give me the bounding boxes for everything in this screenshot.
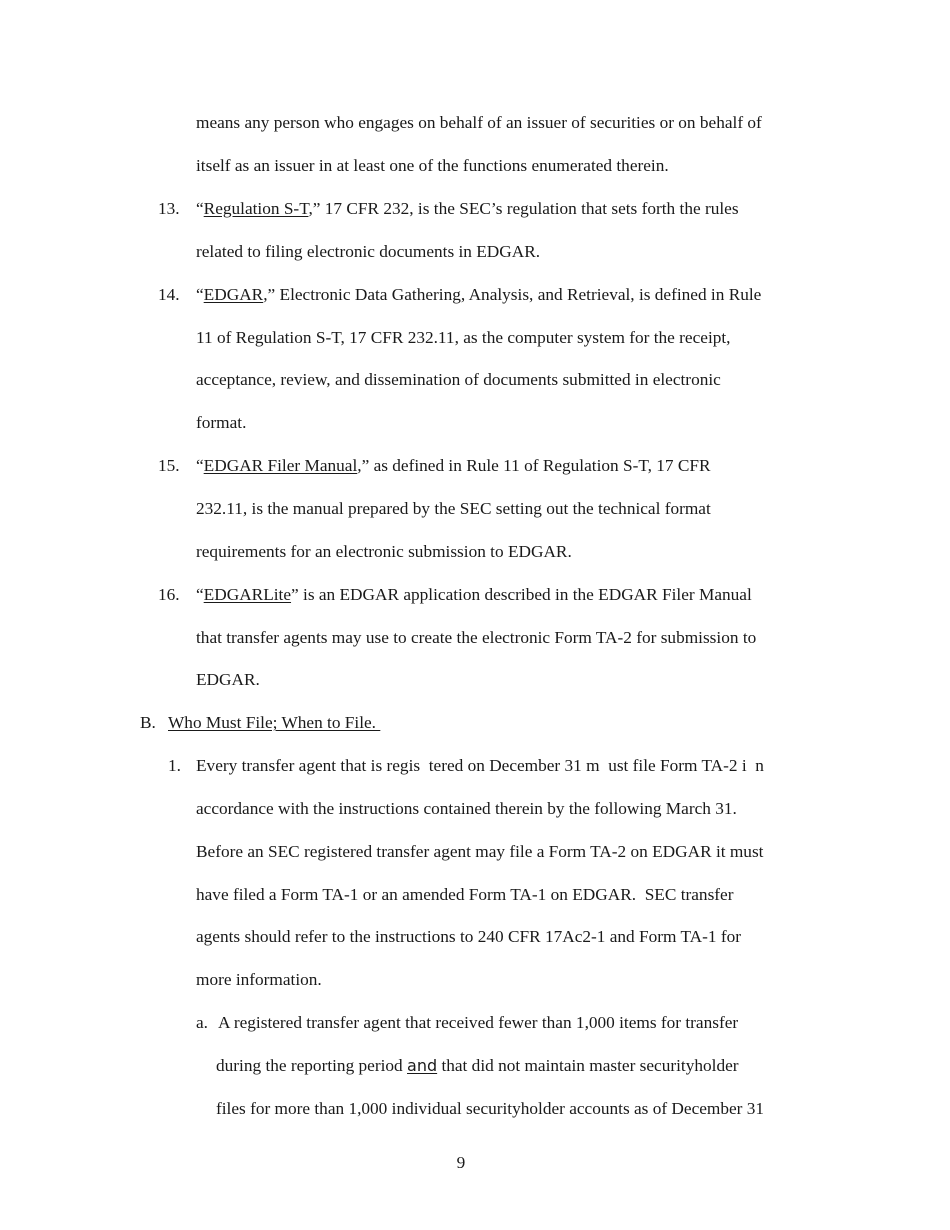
item-b1a-line-3: files for more than 1,000 individual securityholder accounts as of December 31	[216, 1099, 765, 1118]
item-14-rest: ,” Electronic Data Gathering, Analysis, and Retrieval, is defined in Rule	[263, 285, 762, 304]
item-16-line-3: EDGAR.	[196, 670, 260, 689]
section-b-heading: Who Must File; When to File.	[168, 713, 381, 732]
item-b1a-line-2-post: that did not maintain master securityholder	[437, 1056, 739, 1075]
item-16-rest: ” is an EDGAR application described in the EDGAR Filer Manual	[291, 585, 752, 604]
item-15-line-3: requirements for an electronic submission to EDGAR.	[196, 542, 572, 561]
item-b1a-line-2-pre: during the reporting period	[216, 1056, 408, 1075]
item-14-number: 14.	[158, 285, 180, 304]
item-15-line-1	[196, 456, 711, 476]
item-16-line-2: that transfer agents may use to create the electronic Form TA-2 for submission to	[196, 628, 757, 647]
item-b1-line-1: Every transfer agent that is regis tered on December 31 m ust file Form TA-2 i n	[196, 756, 764, 775]
item-b1-line-3: Before an SEC registered transfer agent may file a Form TA-2 on EDGAR it must	[196, 842, 764, 861]
item-b1-line-6: more information.	[196, 970, 322, 989]
item-13-line-1	[196, 199, 739, 219]
item-16-line-1	[196, 585, 752, 605]
item-15-number: 15.	[158, 456, 180, 475]
item-14-open-quote: “	[196, 285, 204, 304]
intro-line-1: means any person who engages on behalf of an issuer of securities or on behalf of	[196, 113, 762, 132]
item-b1a-line-1: A registered transfer agent that received fewer than 1,000 items for transfer	[218, 1013, 739, 1032]
item-14-line-1	[196, 285, 761, 305]
item-b1a-line-2	[216, 1056, 739, 1076]
item-16-term: EDGARLite	[203, 585, 292, 604]
item-13-open-quote: “	[196, 199, 204, 218]
item-b1-line-4: have filed a Form TA-1 or an amended Form TA-1 on EDGAR. SEC transfer	[196, 885, 734, 904]
item-16-open-quote: “	[196, 585, 204, 604]
item-13-term: Regulation S-T	[203, 199, 309, 218]
item-13-number: 13.	[158, 199, 180, 218]
item-b1-line-2: accordance with the instructions contained therein by the following March 31.	[196, 799, 737, 818]
item-15-open-quote: “	[196, 456, 204, 475]
page-number: 9	[456, 1153, 466, 1172]
item-b1-line-5: agents should refer to the instructions to 240 CFR 17Ac2-1 and Form TA-1 for	[196, 927, 741, 946]
intro-line-2: itself as an issuer in at least one of the functions enumerated therein.	[196, 156, 669, 175]
item-14-line-3: acceptance, review, and dissemination of documents submitted in electronic	[196, 370, 721, 389]
item-b1a-label: a.	[196, 1013, 208, 1032]
item-13-line-2: related to filing electronic documents in EDGAR.	[196, 242, 541, 261]
item-b1-number: 1.	[168, 756, 181, 775]
item-15-line-2: 232.11, is the manual prepared by the SEC setting out the technical format	[196, 499, 711, 518]
item-14-line-4: format.	[196, 413, 247, 432]
item-15-term: EDGAR Filer Manual	[203, 456, 358, 475]
item-15-rest: ,” as defined in Rule 11 of Regulation S-T, 17 CFR	[357, 456, 711, 475]
item-14-term: EDGAR	[203, 285, 264, 304]
item-13-rest: ,” 17 CFR 232, is the SEC’s regulation that sets forth the rules	[308, 199, 739, 218]
section-b-letter: B.	[140, 713, 156, 732]
item-b1a-and-emphasis: and	[407, 1056, 438, 1075]
item-16-number: 16.	[158, 585, 180, 604]
item-14-line-2: 11 of Regulation S-T, 17 CFR 232.11, as the computer system for the receipt,	[196, 328, 731, 347]
